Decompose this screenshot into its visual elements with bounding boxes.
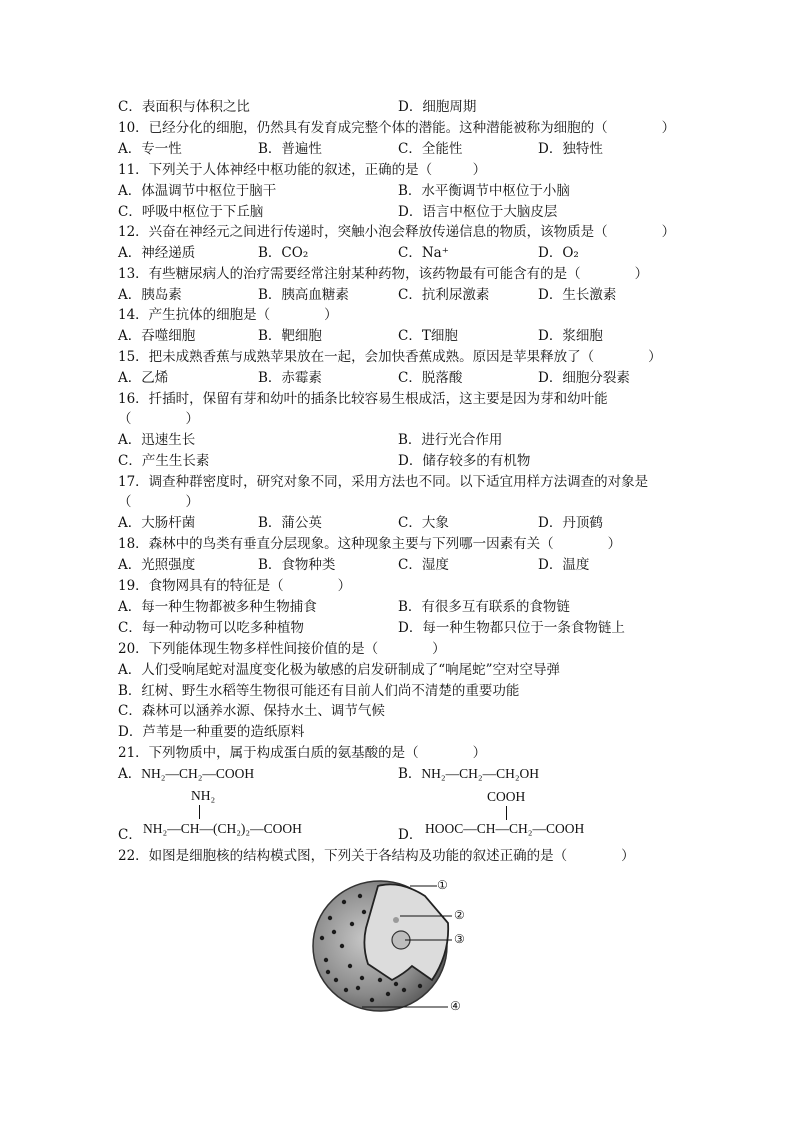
q11-option-d: D．语言中枢位于大脑皮层 <box>398 204 558 220</box>
q17-stem-blank: （ ） <box>118 494 199 510</box>
q12-option-c: C．Na⁺ <box>398 245 449 261</box>
q12-option-a: A．神经递质 <box>118 245 196 261</box>
q13-stem: 13．有些糖尿病人的治疗需要经常注射某种药物，该药物最有可能含有的是（ ） <box>118 266 649 282</box>
q14-option-c: C．T细胞 <box>398 328 458 344</box>
q21-option-c-prefix: C． <box>118 827 142 843</box>
figure-label-4: ④ <box>450 999 461 1013</box>
q12-option-b: B．CO₂ <box>258 245 309 261</box>
q15-stem: 15．把未成熟香蕉与成熟苹果放在一起，会加快香蕉成熟。原因是苹果释放了（ ） <box>118 349 662 365</box>
q18-option-c: C．湿度 <box>398 557 449 573</box>
q22-stem: 22．如图是细胞核的结构模式图，下列关于各结构及功能的叙述正确的是（ ） <box>118 848 635 864</box>
q9-option-d: D．细胞周期 <box>398 99 477 115</box>
q20-stem: 20．下列能体现生物多样性间接价值的是（ ） <box>118 641 446 657</box>
q10-option-c: C．全能性 <box>398 141 463 157</box>
q12-option-d: D．O₂ <box>538 245 579 261</box>
q14-option-a: A．吞噬细胞 <box>118 328 196 344</box>
q14-option-d: D．浆细胞 <box>538 328 603 344</box>
q11-option-b: B．水平衡调节中枢位于小脑 <box>398 183 570 199</box>
q21-option-b-formula: NH₂—CH₂—CH₂OH <box>421 766 540 781</box>
q16-stem: 16．扦插时，保留有芽和幼叶的插条比较容易生根成活，这主要是因为芽和幼叶能 <box>118 391 608 407</box>
q13-option-a: A．胰岛素 <box>118 287 182 303</box>
q10-option-a: A．专一性 <box>118 141 182 157</box>
figure-label-1: ① <box>437 878 448 892</box>
q11-stem: 11．下列关于人体神经中枢功能的叙述，正确的是（ ） <box>118 162 487 178</box>
q19-option-a: A．每一种生物都被多种生物捕食 <box>118 599 317 615</box>
q14-stem: 14．产生抗体的细胞是（ ） <box>118 307 338 323</box>
q10-option-d: D．独特性 <box>538 141 603 157</box>
q13-option-c: C．抗利尿激素 <box>398 287 490 303</box>
q21-option-c-formula: NH₂—CH—(CH₂)₂—COOH <box>143 821 302 836</box>
q11-option-a: A．体温调节中枢位于脑干 <box>118 183 277 199</box>
q17-option-a: A．大肠杆菌 <box>118 515 196 531</box>
q17-option-b: B．蒲公英 <box>258 515 322 531</box>
q18-option-b: B．食物种类 <box>258 557 336 573</box>
q10-option-b: B．普遍性 <box>258 141 322 157</box>
q9-option-c: C．表面积与体积之比 <box>118 99 250 115</box>
q21-option-b-prefix: B． <box>398 766 422 782</box>
q16-option-c: C．产生生长素 <box>118 453 210 469</box>
q15-option-d: D．细胞分裂素 <box>538 370 630 386</box>
q21-option-d-substituent: COOH <box>487 789 526 804</box>
q21-option-b <box>398 765 539 783</box>
q20-option-d: D．芦苇是一种重要的造纸原料 <box>118 724 305 740</box>
q21-option-d-bond <box>506 806 507 820</box>
figure-label-2: ② <box>454 908 465 922</box>
q16-option-d: D．储存较多的有机物 <box>398 453 531 469</box>
q11-option-c: C．呼吸中枢位于下丘脑 <box>118 204 264 220</box>
q19-stem: 19．食物网具有的特征是（ ） <box>118 578 352 594</box>
q14-option-b: B．靶细胞 <box>258 328 322 344</box>
q18-option-d: D．温度 <box>538 557 590 573</box>
q18-stem: 18．森林中的鸟类有垂直分层现象。这种现象主要与下列哪一因素有关（ ） <box>118 536 622 552</box>
q21-stem: 21．下列物质中，属于构成蛋白质的氨基酸的是（ ） <box>118 745 487 761</box>
q19-option-b: B．有很多互有联系的食物链 <box>398 599 570 615</box>
q12-stem: 12．兴奋在神经元之间进行传递时，突触小泡会释放传递信息的物质，该物质是（ ） <box>118 224 676 240</box>
chromatin-shape <box>393 917 399 923</box>
q20-option-a: A．人们受响尾蛇对温度变化极为敏感的启发研制成了“响尾蛇”空对空导弹 <box>118 662 561 678</box>
q17-option-d: D．丹顶鹤 <box>538 515 603 531</box>
q10-stem: 10．已经分化的细胞，仍然具有发育成完整个体的潜能。这种潜能被称为细胞的（ ） <box>118 120 676 136</box>
q20-option-c: C．森林可以涵养水源、保持水土、调节气候 <box>118 703 385 719</box>
q21-option-d-formula: HOOC—CH—CH₂—COOH <box>425 821 585 836</box>
q15-option-b: B．赤霉素 <box>258 370 322 386</box>
q16-stem-blank: （ ） <box>118 411 199 427</box>
q15-option-a: A．乙烯 <box>118 370 169 386</box>
q13-option-d: D．生长激素 <box>538 287 617 303</box>
q16-option-a: A．迅速生长 <box>118 432 196 448</box>
q18-option-a: A．光照强度 <box>118 557 196 573</box>
q17-option-c: C．大象 <box>398 515 449 531</box>
q19-option-c: C．每一种动物可以吃多种植物 <box>118 620 304 636</box>
q21-option-a-prefix: A． <box>118 766 142 782</box>
q21-option-a-formula: NH₂—CH₂—COOH <box>141 766 255 781</box>
q21-option-a <box>118 765 254 783</box>
q21-option-d-prefix: D． <box>398 827 423 843</box>
figure-label-3: ③ <box>454 932 465 946</box>
q19-option-d: D．每一种生物都只位于一条食物链上 <box>398 620 625 636</box>
q21-option-c-bond <box>199 805 200 819</box>
q16-option-b: B．进行光合作用 <box>398 432 503 448</box>
nucleus-figure <box>300 868 490 1018</box>
q15-option-c: C．脱落酸 <box>398 370 463 386</box>
q17-stem: 17．调查种群密度时，研究对象不同，采用方法也不同。以下适宜用样方法调查的对象是 <box>118 474 649 490</box>
q20-option-b: B．红树、野生水稻等生物很可能还有目前人们尚不清楚的重要功能 <box>118 683 520 699</box>
q13-option-b: B．胰高血糖素 <box>258 287 349 303</box>
q21-option-c-substituent: NH₂ <box>191 788 216 803</box>
